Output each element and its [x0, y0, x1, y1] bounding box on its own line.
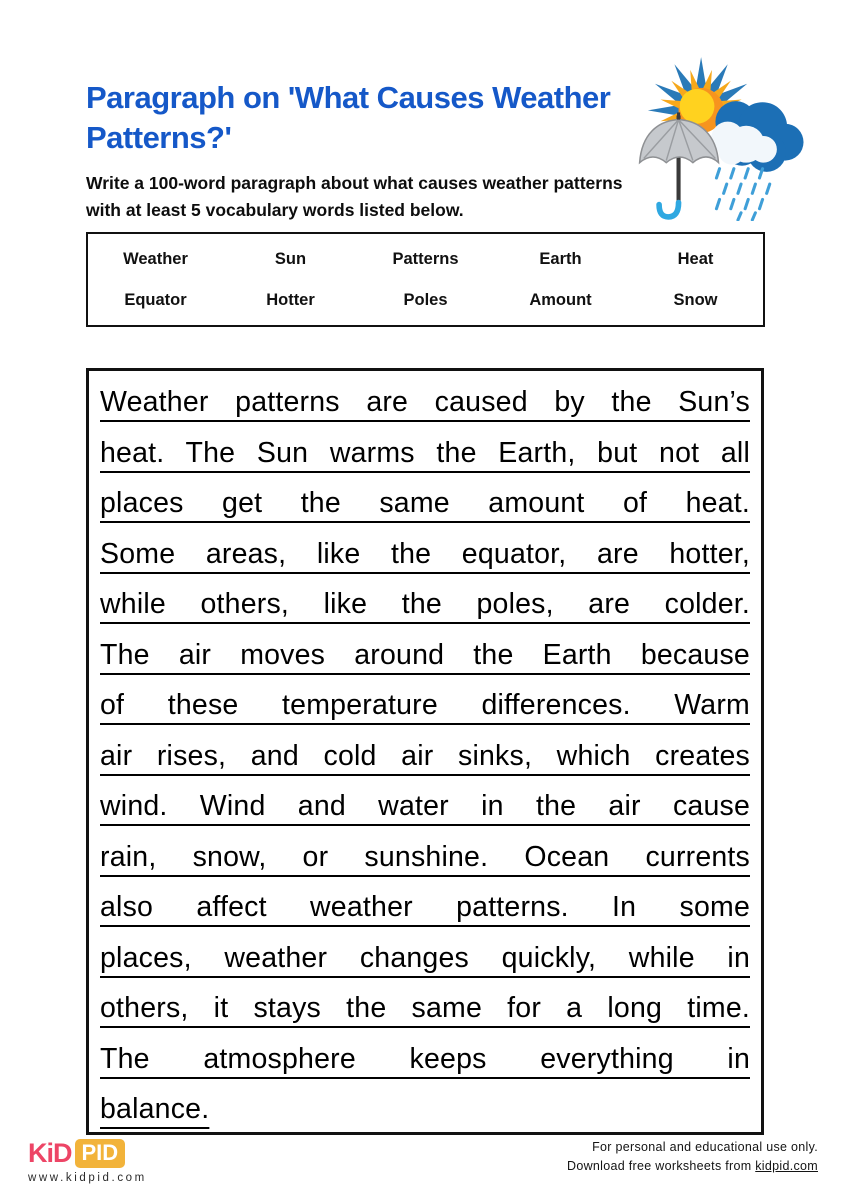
- usage-note: For personal and educational use only.: [592, 1140, 818, 1154]
- logo-kid-text: KiD: [28, 1138, 72, 1168]
- paragraph-line: places, weather changes quickly, while in: [100, 941, 750, 974]
- kidpid-link[interactable]: kidpid.com: [755, 1159, 818, 1173]
- vocab-word: Earth: [539, 249, 582, 268]
- vocab-word: Sun: [274, 249, 307, 268]
- vocab-word: Weather: [123, 249, 188, 268]
- license-block: [567, 1138, 818, 1176]
- paragraph-line: also affect weather patterns. In some: [100, 891, 750, 923]
- paragraph-line: heat. The Sun warms the Earth, but not all: [100, 436, 750, 469]
- vocab-word: Snow: [673, 290, 718, 309]
- paragraph-line: air rises, and cold air sinks, which creates: [100, 739, 750, 772]
- instructions-text: Write a 100-word paragraph about what causes weather patterns with at least 5 vocabulary words listed below.: [86, 173, 623, 220]
- vocab-word: Equator: [124, 290, 187, 309]
- page-title: Paragraph on 'What Causes Weather Patterns?': [86, 80, 611, 155]
- paragraph-line: while others, like the poles, are colder.: [100, 588, 750, 620]
- kidpid-logo: [28, 1138, 125, 1169]
- paragraph-line: rain, snow, or sunshine. Ocean currents: [100, 840, 750, 873]
- paragraph-line: The atmosphere keeps everything in: [100, 1042, 750, 1075]
- paragraph-line: Weather patterns are caused by the Sun’s: [100, 386, 750, 418]
- vocab-word: Poles: [403, 290, 448, 309]
- vocab-word: Hotter: [266, 290, 315, 309]
- rain-icon: [716, 169, 769, 220]
- header: [86, 78, 646, 224]
- paragraph-line: The air moves around the Earth because: [100, 638, 750, 671]
- footer: [28, 1138, 818, 1184]
- paragraph-line: of these temperature differences. Warm: [100, 689, 750, 721]
- website-url: www.kidpid.com: [28, 1172, 147, 1184]
- paragraph-line: wind. Wind and water in the air cause: [100, 790, 750, 822]
- weather-illustration: [621, 52, 816, 224]
- paragraph-line: balance.: [100, 1093, 210, 1125]
- paragraph-lines: [100, 377, 750, 1135]
- vocab-word: Patterns: [392, 249, 459, 268]
- paragraph-line: Some areas, like the equator, are hotter,: [100, 537, 750, 570]
- logo-pid-badge: PID: [75, 1139, 126, 1168]
- paragraph-line: places get the same amount of heat.: [100, 487, 750, 519]
- download-note: Download free worksheets from kidpid.com: [567, 1159, 818, 1173]
- vocab-word: Heat: [677, 249, 714, 268]
- paragraph-line: others, it stays the same for a long time.: [100, 992, 750, 1024]
- vocab-grid: [88, 250, 763, 310]
- vocabulary-box: [86, 232, 765, 327]
- vocab-word: Amount: [529, 290, 592, 309]
- brand-block: [28, 1138, 147, 1184]
- paragraph-box: [86, 368, 764, 1135]
- weather-illustration-svg: [621, 52, 816, 221]
